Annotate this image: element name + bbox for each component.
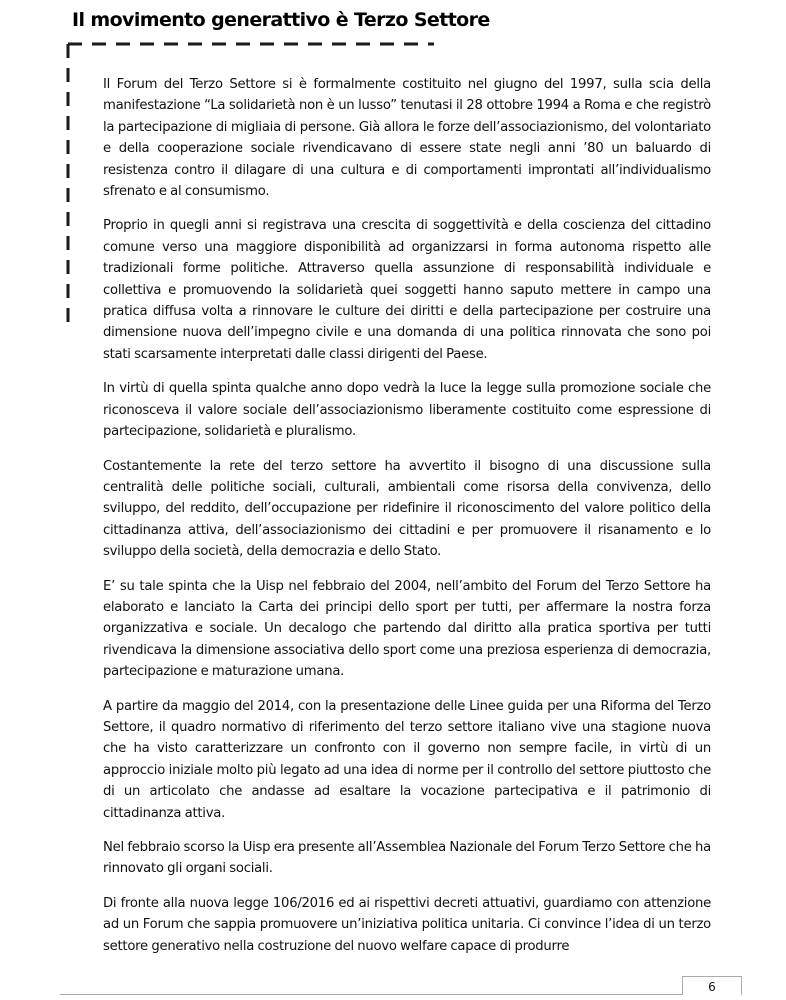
paragraph: E’ su tale spinta che la Uisp nel febbraio del 2004, nell’ambito del Forum del Terzo Settore ha elaborato e lanciato la Carta dei principi dello sport per tutti, per affermare la nostra forza organizzativa e sociale. Un decalogo che partendo dal diritto alla pratica sportiva per tutti rivendicava la dimensione associativa dello sport come una preziosa esperienza di democrazia, partecipazione e maturazione umana.	[103, 578, 711, 680]
paragraph: Costantemente la rete del terzo settore ha avvertito il bisogno di una discussione sulla centralità delle politiche sociali, culturali, ambientali come risorsa della convivenza, dello sviluppo, del reddito, dell’occupazione per ridefinire il riconoscimento del valore politico della cittadinanza attiva, dell’associazionismo dei cittadini e per promuovere il risanamento e lo sviluppo della società, della democrazia e dello Stato.	[103, 458, 711, 560]
paragraph: Di fronte alla nuova legge 106/2016 ed ai rispettivi decreti attuativi, guardiamo con attenzione ad un Forum che sappia promuovere un’iniziativa politica unitaria. Ci convince l’idea di un terzo settore generativo nella costruzione del nuovo welfare capace di produrre	[103, 895, 711, 954]
page-title: Il movimento generattivo è Terzo Settore	[72, 9, 490, 31]
paragraph: Proprio in quegli anni si registrava una crescita di soggettività e della coscienza del cittadino comune verso una maggiore disponibilità ad organizzarsi in forma autonoma rispetto alle tradizionali forme politiche. Attraverso quella assunzione di responsabilità individuale e collettiva e promuovendo la solidarietà quei soggetti hanno saputo mettere in campo una pratica diffusa volta a rinnovare le culture dei diritti e della partecipazione per costruire una dimensione nuova dell’impegno civile e una domanda di una politica rinnovata che sono poi stati scarsamente interpretati dalle classi dirigenti del Paese.	[103, 218, 711, 362]
article-body	[103, 74, 711, 970]
paragraph: A partire da maggio del 2014, con la presentazione delle Linee guida per una Riforma del Terzo Settore, il quadro normativo di riferimento del terzo settore italiano vive una stagione nuova che ha visto caratterizzare un confronto con il governo non sempre facile, in virtù di un approccio iniziale molto più legato ad una idea di norme per il controllo del settore piuttosto che di un articolato che andasse ad esaltare la vocazione partecipativa e il patrimonio di cittadinanza attiva.	[103, 698, 711, 821]
page-number: 6	[682, 976, 742, 995]
paragraph: Il Forum del Terzo Settore si è formalmente costituito nel giugno del 1997, sulla scia della manifestazione “La solidarietà non è un lusso” tenutasi il 28 ottobre 1994 a Roma e che registrò la partecipazione di migliaia di persone. Già allora le forze dell’associazionismo, del volontariato e della cooperazione sociale rivendicavano di essere state negli anni ’80 un baluardo di resistenza contro il dilagare di una cultura e di comportamenti improntati all’individualismo sfrenato e al consumismo.	[103, 77, 711, 200]
footer-rule	[60, 994, 740, 995]
paragraph: Nel febbraio scorso la Uisp era presente all’Assemblea Nazionale del Forum Terzo Settore che ha rinnovato gli organi sociali.	[103, 840, 711, 877]
paragraph: In virtù di quella spinta qualche anno dopo vedrà la luce la legge sulla promozione sociale che riconosceva il valore sociale dell’associazionismo liberamente costituito come espressione di partecipazione, solidarietà e pluralismo.	[103, 381, 711, 440]
